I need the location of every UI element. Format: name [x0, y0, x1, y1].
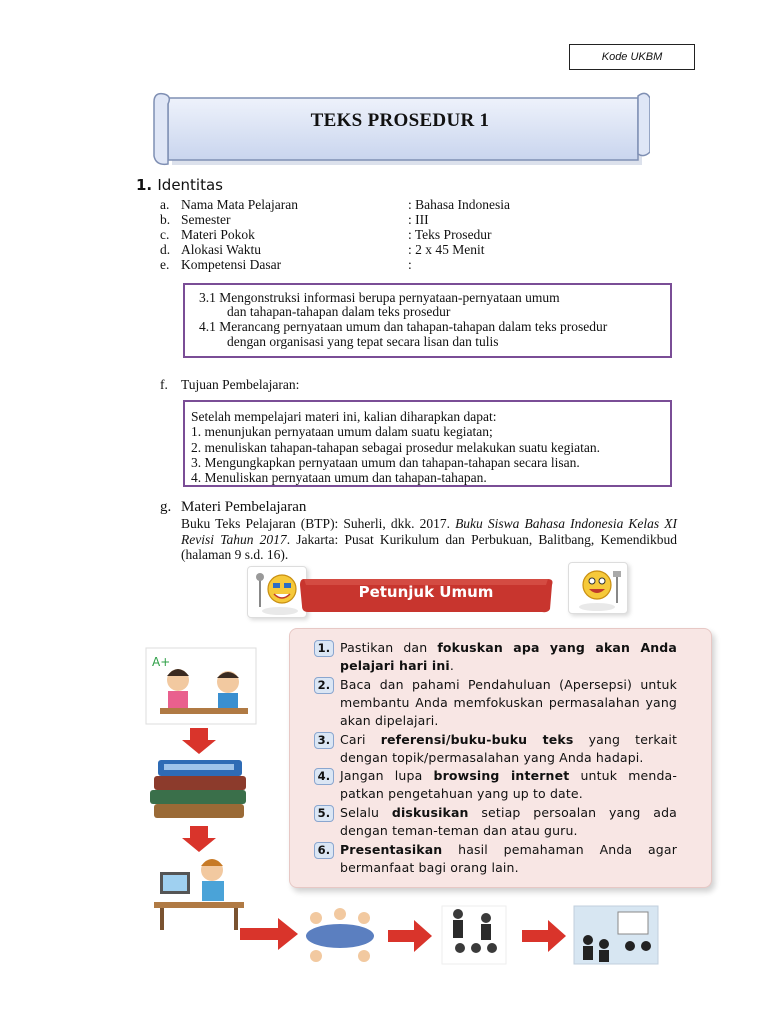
step-text: Presentasikan hasil pemahaman Anda agar bermanfaat bagi orang lain. — [340, 842, 677, 875]
identity-value: : III — [408, 212, 429, 227]
identity-label: Alokasi Waktu — [181, 242, 262, 257]
instruction-step — [314, 639, 677, 675]
section-number: 1. — [136, 176, 153, 194]
tujuan-item: 3. Mengungkapkan pernyataan umum dan tahapan-tahapan secara lisan. — [191, 455, 580, 470]
kompetensi-dasar-box — [183, 283, 672, 358]
step-text: Pastikan dan fokuskan apa yang akan Anda pelajari hari ini. — [340, 640, 677, 673]
identity-value: : Teks Prosedur — [408, 227, 492, 242]
tujuan-intro: Setelah mempelajari materi ini, kalian diharapkan dapat: — [191, 409, 497, 424]
kd-line: 3.1 Mengonstruksi informasi berupa pernyataan-pernyataan umum — [199, 290, 560, 305]
study-flow-illustration — [140, 640, 260, 940]
materi-letter: g. — [160, 499, 172, 515]
instruction-step — [314, 767, 677, 803]
kd-line: dan tahapan-tahapan dalam teks prosedur — [227, 304, 451, 319]
step-number-badge: 4. — [314, 768, 334, 785]
identity-row — [160, 212, 660, 227]
step-text: Selalu diskusikan setiap persoalan yang ada dengan teman-teman dan atau guru. — [340, 805, 677, 838]
presentation-room-icon — [574, 906, 658, 964]
books-icon — [150, 760, 246, 818]
tujuan-heading — [160, 377, 300, 393]
materi-prefix: Buku Teks Pelajaran (BTP): Suherli, dkk. 2017. — [181, 516, 456, 531]
step-number-badge: 5. — [314, 805, 334, 822]
identity-label: Kompetensi Dasar — [181, 257, 282, 272]
materi-label: Materi Pembelajaran — [181, 499, 307, 515]
tujuan-item: 4. Menuliskan pernyataan umum dan tahapan-tahapan. — [191, 470, 487, 485]
section-identitas-heading — [136, 176, 223, 194]
computer-user-icon — [154, 859, 244, 930]
identity-label: Materi Pokok — [181, 227, 255, 242]
instruction-step — [314, 731, 677, 767]
presentation-flow-illustration — [236, 900, 696, 972]
step-text: Baca dan pahami Pendahuluan (Apersepsi) untuk membantu Anda memfokuskan permasalahan yang akan dipelajari. — [340, 677, 677, 728]
kd-line: dengan organisasi yang tepat secara lisan dan tulis — [227, 334, 499, 349]
step-number-badge: 6. — [314, 842, 334, 859]
kd-line: 4.1 Merancang pernyataan umum dan tahapan-tahapan dalam teks prosedur — [199, 319, 608, 334]
identity-letter: c. — [160, 227, 170, 242]
tujuan-item: 2. menuliskan tahapan-tahapan sebagai prosedur melakukan suatu kegiatan. — [191, 440, 600, 455]
step-text: Jangan lupa browsing internet untuk menda-patkan pengetahuan yang up to date. — [340, 768, 677, 801]
identity-value: : — [408, 257, 412, 272]
identity-row — [160, 257, 660, 272]
identity-label: Semester — [181, 212, 231, 227]
page-title: TEKS PROSEDUR 1 — [310, 110, 490, 131]
step-number-badge: 3. — [314, 732, 334, 749]
svg-text:A+: A+ — [152, 655, 171, 669]
identity-row — [160, 242, 660, 257]
petunjuk-umum-title: Petunjuk Umum — [358, 583, 494, 601]
identity-letter: d. — [160, 242, 171, 257]
identity-value: : Bahasa Indonesia — [408, 197, 510, 212]
tujuan-label: Tujuan Pembelajaran: — [181, 377, 300, 392]
tujuan-pembelajaran-box — [183, 400, 672, 487]
tujuan-item: 1. menunjukan pernyataan umum dalam suatu kegiatan; — [191, 424, 493, 439]
tujuan-letter: f. — [160, 377, 168, 392]
section-heading: Identitas — [157, 176, 223, 194]
presenters-icon — [442, 906, 506, 964]
materi-heading — [160, 499, 307, 516]
kode-ukbm-box: Kode UKBM — [569, 44, 695, 70]
step-number-badge: 1. — [314, 640, 334, 657]
discussion-icon — [306, 908, 374, 962]
identity-label: Nama Mata Pelajaran — [181, 197, 298, 212]
identity-letter: b. — [160, 212, 171, 227]
identity-letter: e. — [160, 257, 170, 272]
identity-row — [160, 227, 660, 242]
instruction-step — [314, 676, 677, 730]
step-text: Cari referensi/buku-buku teks yang terkait dengan topik/permasalahan yang Anda hadapi. — [340, 732, 677, 765]
materi-suffix: . Jakarta: Pusat Kurikulum dan Perbukuan, Balitbang, Kemendikbud (halaman 9 s.d. 16). — [181, 531, 677, 562]
smiley-icon — [569, 563, 629, 615]
smiley-card-right — [568, 562, 628, 614]
materi-book-title: Buku Siswa Bahasa Indonesia Kelas XI Revisi Tahun 2017 — [181, 516, 678, 547]
identity-row — [160, 197, 660, 212]
identity-letter: a. — [160, 197, 170, 212]
instruction-step — [314, 841, 677, 877]
step-number-badge: 2. — [314, 677, 334, 694]
identity-value: : 2 x 45 Menit — [408, 242, 485, 257]
instruction-step — [314, 804, 677, 840]
materi-reference — [181, 516, 677, 563]
